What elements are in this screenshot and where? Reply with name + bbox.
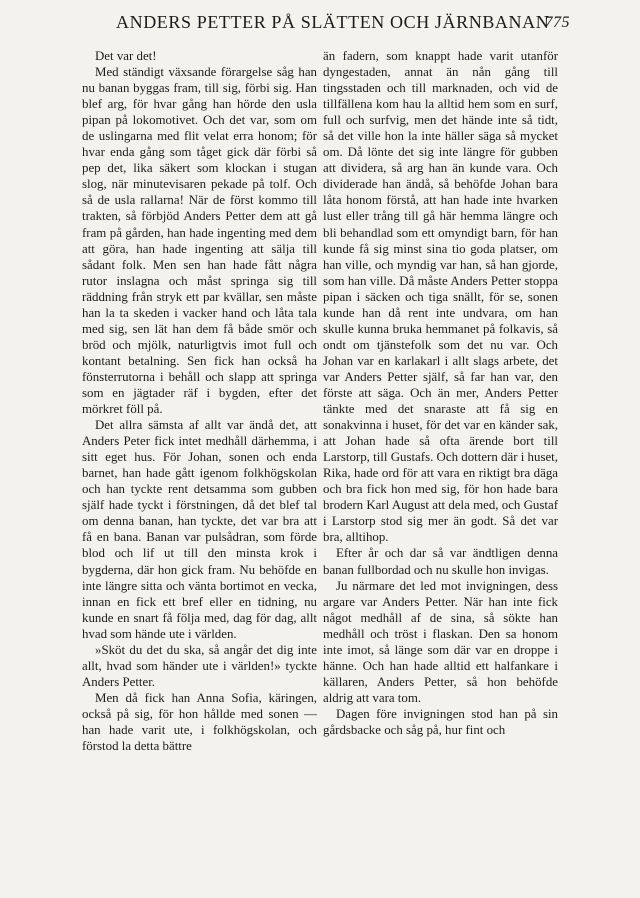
running-header — [70, 6, 570, 40]
right-column — [323, 48, 558, 738]
paragraph: Det var det! — [95, 49, 157, 63]
left-column — [82, 48, 317, 754]
paragraph: »Sköt du det du ska, så angår det dig inte allt, hvad som händer ute i världen!» tyckte Anders Petter. — [82, 642, 317, 689]
paragraph: Men då fick han Anna Sofia, käringen, också på sig, för hon hållde med sonen — han hade varit ute, i folkhögskolan, och förstod la detta bättre — [82, 690, 317, 754]
paragraph: Det allra sämsta af allt var ändå det, att Anders Peter fick intet medhåll därhemma, i sitt eget hus. För Johan, sonen och enda barnet, han hade gått igenom folkhögskolan och han tyckte rent detsamma som gubben själf hade tyckt i förstningen, då det blef tal om denna banan, han tyckte, det var bra att få en bana. Banan var pulsådran, som förde blod och lif ut till den minsta krok i bygderna, där hon gick fram. Nu behöfde en inte längre sitta och vänta bortimot en vecka, innan en fick ett bref eller en tidning, nu kunde en snart få följa med, dag för dag, allt hvad som hände ute i världen. — [82, 418, 317, 641]
paragraph: Efter år och dar så var ändtligen denna banan fullbordad och nu skulle hon invigas. — [323, 546, 558, 577]
running-title: ANDERS PETTER PÅ SLÄTTEN OCH JÄRNBANAN — [116, 12, 550, 32]
paragraph: Med ständigt växsande förargelse såg han nu banan byggas fram, till sig, förbi sig. Han blef arg, för hvar gång han hörde den usla pipan på lokomotivet. Och det var, som om de uslingarna med flit velat erra honom; för hvar enda gång som tåget gick där förbi så pep det, lika säkert som klockan i stugan slog, när minutevisaren pekade på tolf. Och så de usla rallarna! När de först kommo till trakten, så förbjöd Anders Petter dem att gå fram på gården, han hade ingenting med dem att göra, han hade ingenting att sälja till sådant folk. Men sen han hade fått några rutor inslagna och måst springa sig till räddning från stryk ett par kvällar, sen måste han la ta skeden i vacker hand och låta tala med sig, sen lät han dem få både smör och bröd och mjölk, naturligtvis imot full och kontant betalning. Sen fick han också ha fönsterrutorna i behåll och slapp att springa som en jägtader räf i bygden, efter det mörkret föll på. — [82, 65, 317, 417]
paragraph: Ju närmare det led mot invigningen, dess argare var Anders Petter. När han inte fick något medhåll af de sina, så sökte han medhåll och tröst i flaskan. Den sa honom inte imot, så länge som där var en droppe i hänne. Och han hade alltid ett halfankare i källaren, Anders Petter, så hon behöfde aldrig att vara tom. — [323, 578, 558, 705]
paragraph: än fadern, som knappt hade varit utanför dyngestaden, annat än nån gång till tingsstaden och till marknaden, och vid de tillfällena kom hau la alltid hem som en surf, full och surfvig, men det hände inte så tidt, så det ville hon la inte häller säga så mycket om. Då lönte det sig inte längre för gubben att dividera, så arg han än kunde vara. Och dividerade han ändå, så behöfde Johan bara låta honom förstå, att han hade inte hvarken lust eller trång till gå här hemma längre och bli behandlad som ett omyndigt barn, för han kunde få sig minst sina tio goda platser, om han ville, och myndig var han, så han gjorde, som han ville. Då måste Anders Petter stoppa pipan i säcken och tiga snällt, för se, sonen kunde han då rent inte undvara, om han skulle kunna bruka hemmanet på folkavis, så ondt om tjänstefolk som det nu var. Och Johan var en karlakarl i allt slags arbete, det var Anders Petter själf, så far han var, den förste att säga. Och än mer, Anders Petter tänkte med det snaraste att få sig en sonakvinna i huset, för det var en känder sak, att Johan hade så ofta ärende bort till Larstorp, till Gustafs. Och dottern där i huset, Rika, hade ord för att vara en riktigt bra däga och bra fick hon med sig, för hon hade bara brodern Karl August att dela med, och Gustaf i Larstorp stod sig mer än godt. Så det var bra, alltihop. — [323, 49, 558, 545]
paragraph: Dagen före invigningen stod han på sin gårdsbacke och såg på, hur fint och — [323, 706, 558, 737]
page-number: 775 — [544, 14, 570, 31]
